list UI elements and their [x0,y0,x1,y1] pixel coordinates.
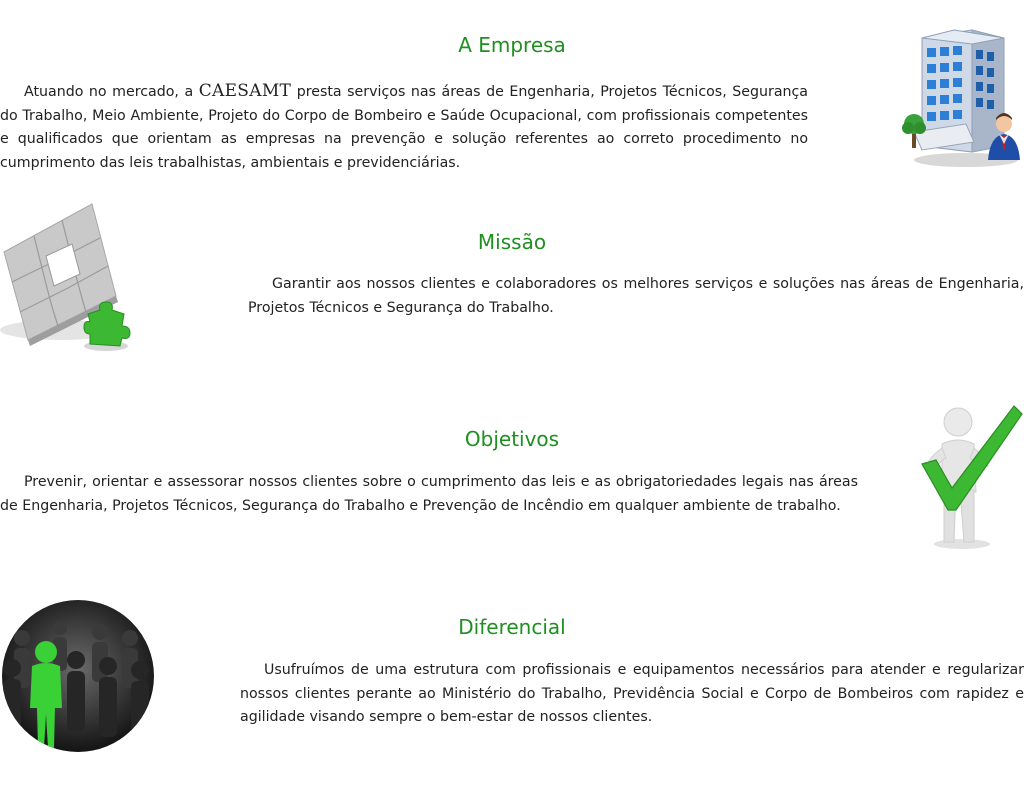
person-with-checkmark-icon [918,400,1024,550]
puzzle-piece-icon [0,200,145,352]
diferencial-body: Usufruímos de uma estrutura com profissionais e equipamentos necessários para atender e regularizar nossos clientes perante ao Ministério do Trabalho, Previdência Social e Corpo de Bombeiros com rapidez e agilidade visando sempre o bem-estar de nossos clientes. [240,662,1024,725]
text-after-brand: presta serviços nas áreas de Engenharia, Projetos Técnicos, Segurança do Trabalho, Meio Ambiente, Projeto do Corpo de Bombeiro e Saúde Ocupacional, com profissionais competentes e qualificados que orientam as empresas na prevenção e solução referentes ao correto procedimento no cumprimento das leis trabalhistas, ambientais e previdenciárias. [0,84,808,171]
section-text-objetivos [0,471,858,518]
section-text-diferencial [240,659,1024,730]
office-building-with-person-icon [900,20,1024,170]
section-title-objetivos: Objetivos [464,427,560,451]
section-text-empresa [0,80,808,175]
section-title-missao: Missão [477,230,547,254]
section-title-empresa: A Empresa [458,33,566,57]
section-text-missao [248,273,1024,320]
section-title-diferencial: Diferencial [458,615,566,639]
missao-body: Garantir aos nossos clientes e colaboradores os melhores serviços e soluções nas áreas de Engenharia, Projetos Técnicos e Segurança do Trabalho. [248,276,1024,316]
objetivos-body: Prevenir, orientar e assessorar nossos clientes sobre o cumprimento das leis e as obrigatoriedades legais nas áreas de Engenharia, Projetos Técnicos, Segurança do Trabalho e Prevenção de Incêndio em qualquer ambiente de trabalho. [0,474,858,514]
brand-name: CAESAMT [198,81,292,101]
green-person-in-crowd-icon [0,598,156,754]
text-before-brand: Atuando no mercado, a [24,84,199,100]
